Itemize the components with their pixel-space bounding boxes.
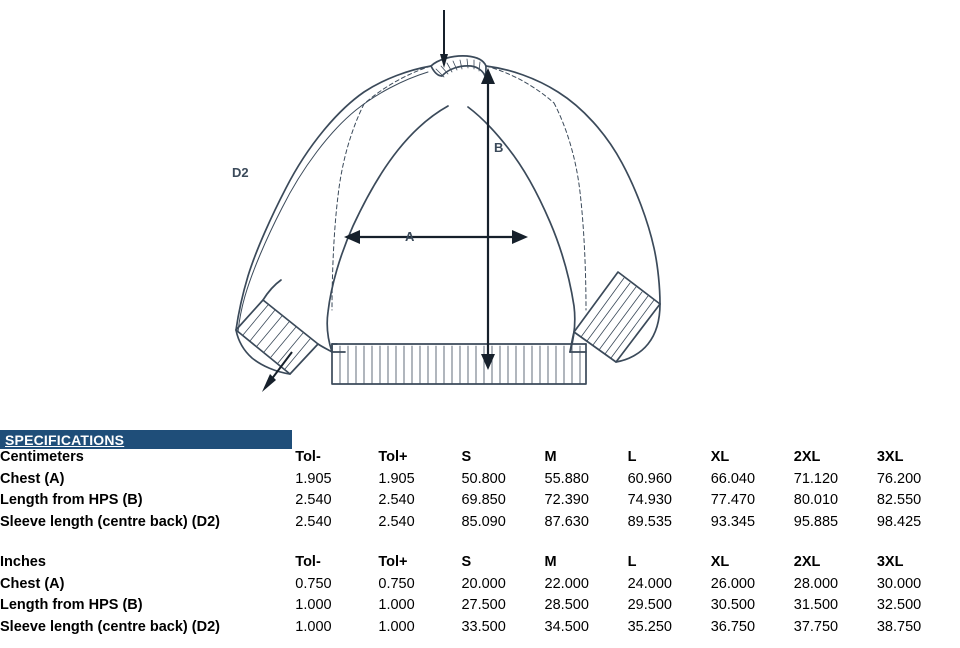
column-header-s-in: S: [461, 554, 472, 570]
column-header-tol-plus-in: Tol+: [378, 554, 408, 570]
cell-sleeve-cm-s: 85.090: [461, 513, 506, 530]
column-header-tol-plus-cm: Tol+: [378, 449, 408, 465]
cell-sleeve-in-tol-minus: 1.000: [295, 618, 332, 635]
table-row: [0, 576, 960, 598]
cell-chest-in-l: 24.000: [627, 575, 672, 592]
column-header-l-cm: L: [627, 449, 637, 465]
unit-label-cm: Centimeters: [0, 449, 84, 465]
row-label-length-hps-cm: Length from HPS (B): [0, 492, 143, 508]
cell-sleeve-cm-2xl: 95.885: [793, 513, 839, 530]
cell-length-in-l: 29.500: [627, 597, 672, 613]
cell-length-in-tol-minus: 1.000: [295, 597, 332, 613]
cell-length-cm-xl: 77.470: [710, 492, 756, 508]
right-cuff: [574, 272, 660, 362]
table-section-spacer: [0, 535, 960, 554]
label-a: A: [405, 229, 415, 244]
cell-sleeve-in-2xl: 37.750: [793, 618, 839, 635]
cell-length-cm-tol-minus: 2.540: [295, 492, 332, 508]
neck-outer: [431, 56, 486, 66]
b-dimension: [481, 68, 503, 370]
row-label-chest-in: Chest (A): [0, 575, 65, 592]
cell-sleeve-in-tol-plus: 1.000: [378, 618, 415, 635]
cell-sleeve-cm-l: 89.535: [627, 513, 672, 530]
cell-chest-cm-l: 60.960: [627, 470, 672, 487]
cell-chest-in-xl: 26.000: [710, 575, 756, 592]
right-sleeve-outer-seam: [486, 66, 660, 304]
cell-length-cm-2xl: 80.010: [793, 492, 839, 508]
cell-length-in-m: 28.500: [544, 597, 589, 613]
cell-chest-in-tol-minus: 0.750: [295, 575, 332, 592]
right-underarm-seam: [468, 107, 575, 352]
left-armhole-stitch: [332, 104, 364, 310]
specifications-header-bar: [0, 430, 292, 449]
a-arrow-head-right: [512, 230, 528, 244]
neck-left-join: [431, 66, 442, 76]
row-label-sleeve-cm: Sleeve length (centre back) (D2): [0, 513, 220, 530]
label-b: B: [494, 140, 504, 155]
column-header-2xl-in: 2XL: [793, 554, 821, 570]
column-header-tol-minus-in: Tol-: [295, 554, 321, 570]
cell-chest-cm-xl: 66.040: [710, 470, 756, 487]
d2-dimension: [232, 10, 448, 392]
cell-length-in-2xl: 31.500: [793, 597, 839, 613]
column-header-3xl-cm: 3XL: [876, 449, 904, 465]
left-underarm-seam: [327, 106, 448, 352]
column-header-s-cm: S: [461, 449, 472, 465]
column-header-m-cm: M: [544, 449, 557, 465]
a-dimension: [344, 229, 528, 244]
table-row: [0, 619, 960, 641]
column-header-m-in: M: [544, 554, 557, 570]
cell-sleeve-in-m: 34.500: [544, 618, 589, 635]
cell-chest-in-m: 22.000: [544, 575, 589, 592]
row-label-sleeve-in: Sleeve length (centre back) (D2): [0, 618, 220, 635]
measurements-table: [0, 449, 960, 640]
cell-chest-cm-3xl: 76.200: [876, 470, 922, 487]
left-sleeve-inner-contour: [245, 72, 428, 296]
right-armhole-stitch: [554, 103, 586, 310]
b-arrow-head-bottom: [481, 354, 495, 370]
left-sleeve-cuff-edge: [263, 280, 281, 300]
cell-chest-cm-tol-plus: 1.905: [378, 470, 415, 487]
row-label-chest-cm: Chest (A): [0, 470, 65, 487]
cell-sleeve-cm-tol-plus: 2.540: [378, 513, 415, 530]
cell-sleeve-cm-tol-minus: 2.540: [295, 513, 332, 530]
hem-ribbing: [340, 346, 580, 384]
cell-length-cm-l: 74.930: [627, 492, 672, 508]
cell-chest-cm-m: 55.880: [544, 470, 589, 487]
cell-chest-cm-2xl: 71.120: [793, 470, 839, 487]
table-header-row-in: [0, 554, 960, 576]
cell-chest-in-tol-plus: 0.750: [378, 575, 415, 592]
left-sleeve-outer-seam: [236, 66, 431, 330]
unit-label-inches: Inches: [0, 554, 46, 570]
cell-sleeve-in-s: 33.500: [461, 618, 506, 635]
right-cuff-ribbing: [581, 278, 654, 358]
table-row: [0, 471, 960, 493]
cell-chest-in-s: 20.000: [461, 575, 506, 592]
neck-inner: [442, 66, 485, 76]
cell-sleeve-in-l: 35.250: [627, 618, 672, 635]
cell-chest-cm-s: 50.800: [461, 470, 506, 487]
column-header-xl-cm: XL: [710, 449, 730, 465]
table-row: [0, 492, 960, 514]
specifications-title: SPECIFICATIONS: [5, 431, 125, 448]
label-d2: D2: [232, 165, 249, 180]
row-label-length-hps-in: Length from HPS (B): [0, 597, 143, 613]
garment-outline: [236, 56, 660, 384]
cell-length-cm-m: 72.390: [544, 492, 589, 508]
column-header-tol-minus-cm: Tol-: [295, 449, 321, 465]
table-row: [0, 597, 960, 619]
cell-sleeve-cm-3xl: 98.425: [876, 513, 922, 530]
cell-chest-in-2xl: 28.000: [793, 575, 839, 592]
cell-length-in-tol-plus: 1.000: [378, 597, 415, 613]
cell-sleeve-cm-m: 87.630: [544, 513, 589, 530]
cell-sleeve-in-3xl: 38.750: [876, 618, 922, 635]
d2-path-hidden: [258, 10, 444, 360]
column-header-l-in: L: [627, 554, 637, 570]
column-header-3xl-in: 3XL: [876, 554, 904, 570]
cell-length-in-xl: 30.500: [710, 597, 756, 613]
column-header-2xl-cm: 2XL: [793, 449, 821, 465]
cell-chest-in-3xl: 30.000: [876, 575, 922, 592]
cell-length-cm-s: 69.850: [461, 492, 506, 508]
column-header-xl-in: XL: [710, 554, 730, 570]
b-arrow-head-top: [481, 68, 495, 84]
cell-length-cm-3xl: 82.550: [876, 492, 922, 508]
cell-sleeve-in-xl: 36.750: [710, 618, 756, 635]
table-row: [0, 514, 960, 536]
table-header-row-cm: [0, 449, 960, 471]
cell-chest-cm-tol-minus: 1.905: [295, 470, 332, 487]
cell-sleeve-cm-xl: 93.345: [710, 513, 756, 530]
cell-length-in-s: 27.500: [461, 597, 506, 613]
cell-length-in-3xl: 32.500: [876, 597, 922, 613]
specifications-table: [0, 430, 960, 640]
cell-length-cm-tol-plus: 2.540: [378, 492, 415, 508]
